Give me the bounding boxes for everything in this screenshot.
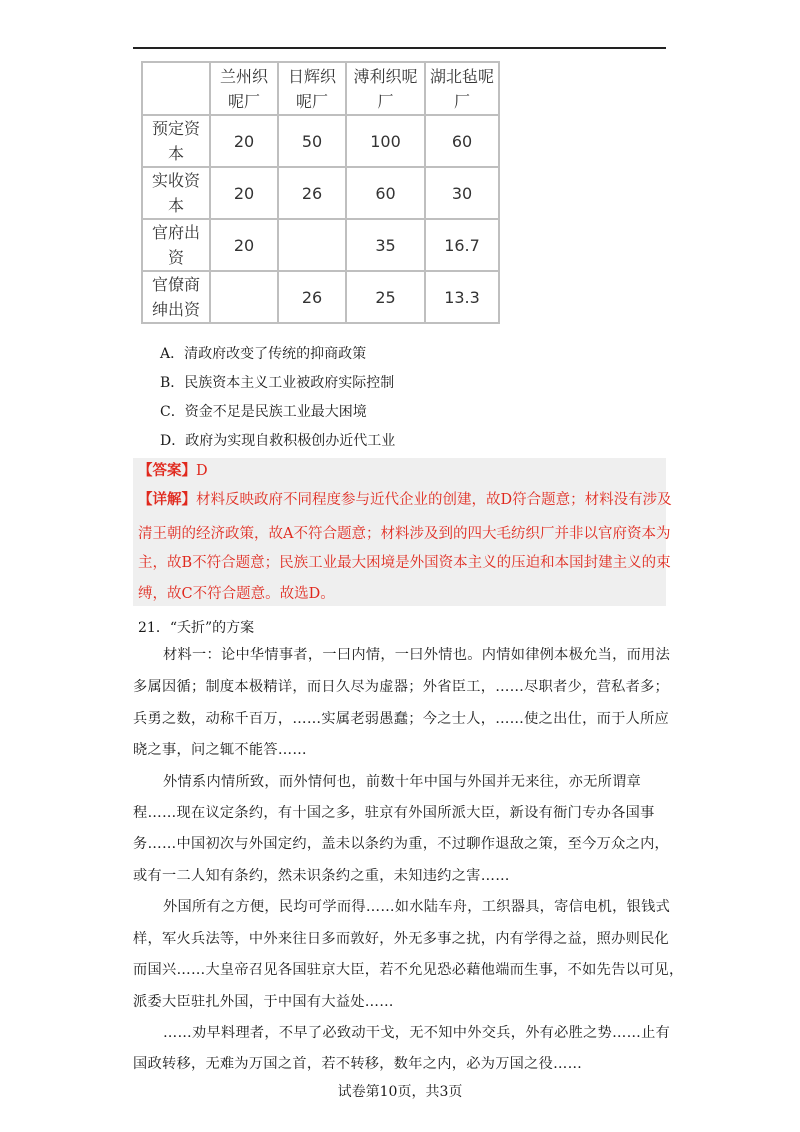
explanation-line: 【详解】材料反映政府不同程度参与近代企业的创建，故D符合题意；材料没有涉及 <box>138 491 672 508</box>
table-cell: 25 <box>346 271 425 323</box>
table-cell: 20 <box>210 219 278 271</box>
table-row <box>142 219 499 271</box>
material-line: 晓之事，问之辄不能答…… <box>133 742 307 758</box>
table-cell: 60 <box>425 115 499 167</box>
answer-line <box>138 460 208 482</box>
page-footer: 试卷第10页，共3页 <box>337 1084 463 1100</box>
table-header-cell: 日辉织 呢厂 <box>278 62 346 115</box>
table-cell: 100 <box>346 115 425 167</box>
table-corner-cell <box>142 62 210 115</box>
table-cell: 16.7 <box>425 219 499 271</box>
material-line: 或有一二人知有条约，然未识条约之重，未知违约之害…… <box>133 868 510 884</box>
table-cell: 13.3 <box>425 271 499 323</box>
table-header-cell: 兰州织 呢厂 <box>210 62 278 115</box>
table-cell: 26 <box>278 271 346 323</box>
capital-table <box>141 61 500 324</box>
row-label: 实收资 本 <box>142 167 210 219</box>
material-line: 外国所有之方便，民均可学而得……如水陆车舟，工织器具，寄信电机，银钱式 <box>163 899 671 915</box>
material-line: 而国兴……大皇帝召见各国驻京大臣，若不允见恐必藉他端而生事，不如先告以可见， <box>133 962 684 978</box>
table-row <box>142 167 499 219</box>
table-header-cell: 溥利织呢 厂 <box>346 62 425 115</box>
material-line: 派委大臣驻扎外国，于中国有大益处…… <box>133 994 394 1010</box>
table-cell <box>278 219 346 271</box>
row-label: 预定资 本 <box>142 115 210 167</box>
row-label: 官僚商 绅出资 <box>142 271 210 323</box>
material-line: 程……现在议定条约，有十国之多，驻京有外国所派大臣，新设有衙门专办各国事 <box>133 805 655 821</box>
option-b: B．民族资本主义工业被政府实际控制 <box>160 375 395 391</box>
material-line: ……劝早料理者，不早了必致动干戈，无不知中外交兵，外有必胜之势……止有 <box>163 1025 671 1041</box>
table-cell: 20 <box>210 167 278 219</box>
table-header-cell: 湖北毡呢 厂 <box>425 62 499 115</box>
table-header-row <box>142 62 499 115</box>
material-line: 材料一：论中华情事者，一曰内情，一曰外情也。内情如律例本极允当，而用法 <box>163 647 671 663</box>
table-row <box>142 115 499 167</box>
table-cell <box>210 271 278 323</box>
question-title: 21．“夭折”的方案 <box>138 620 255 636</box>
table-cell: 35 <box>346 219 425 271</box>
table-cell: 50 <box>278 115 346 167</box>
table-cell: 26 <box>278 167 346 219</box>
header-rule <box>133 47 666 49</box>
material-line: 兵勇之数，动称千百万，……实属老弱愚蠢；今之士人，……使之出仕，而于人所应 <box>133 711 670 727</box>
material-line: 务……中国初次与外国定约，盖未以条约为重，不过聊作退敌之策，至今万众之内， <box>133 836 670 852</box>
table-cell: 20 <box>210 115 278 167</box>
row-label: 官府出 资 <box>142 219 210 271</box>
explanation-tag: 【详解】 <box>138 491 196 508</box>
option-d: D．政府为实现自救积极创办近代工业 <box>160 433 396 449</box>
option-c: C．资金不足是民族工业最大困境 <box>160 404 367 420</box>
explanation-line: 主，故B不符合题意；民族工业最大困境是外国资本主义的压迫和本国封建主义的束 <box>138 555 671 571</box>
material-line: 国政转移，无难为万国之首，若不转移，数年之内，必为万国之役…… <box>133 1056 583 1072</box>
table-row <box>142 271 499 323</box>
explanation-line: 清王朝的经济政策，故A不符合题意；材料涉及到的四大毛纺织厂并非以官府资本为 <box>138 526 671 542</box>
answer-value: D <box>196 463 208 479</box>
material-line: 多属因循；制度本极精详，而日久尽为虚器；外省臣工，……尽职者少，营私者多； <box>133 679 670 695</box>
explanation-line: 缚，故C不符合题意。故选D。 <box>138 586 335 602</box>
answer-tag: 【答案】 <box>138 462 196 479</box>
material-line: 样，军火兵法等，中外来往日多而敦好，外无多事之扰，内有学得之益，照办则民化 <box>133 931 670 947</box>
table-cell: 60 <box>346 167 425 219</box>
table-cell: 30 <box>425 167 499 219</box>
option-a: A．清政府改变了传统的抑商政策 <box>160 346 367 362</box>
material-line: 外情系内情所致，而外情何也，前数十年中国与外国并无来往，亦无所谓章 <box>163 774 642 790</box>
